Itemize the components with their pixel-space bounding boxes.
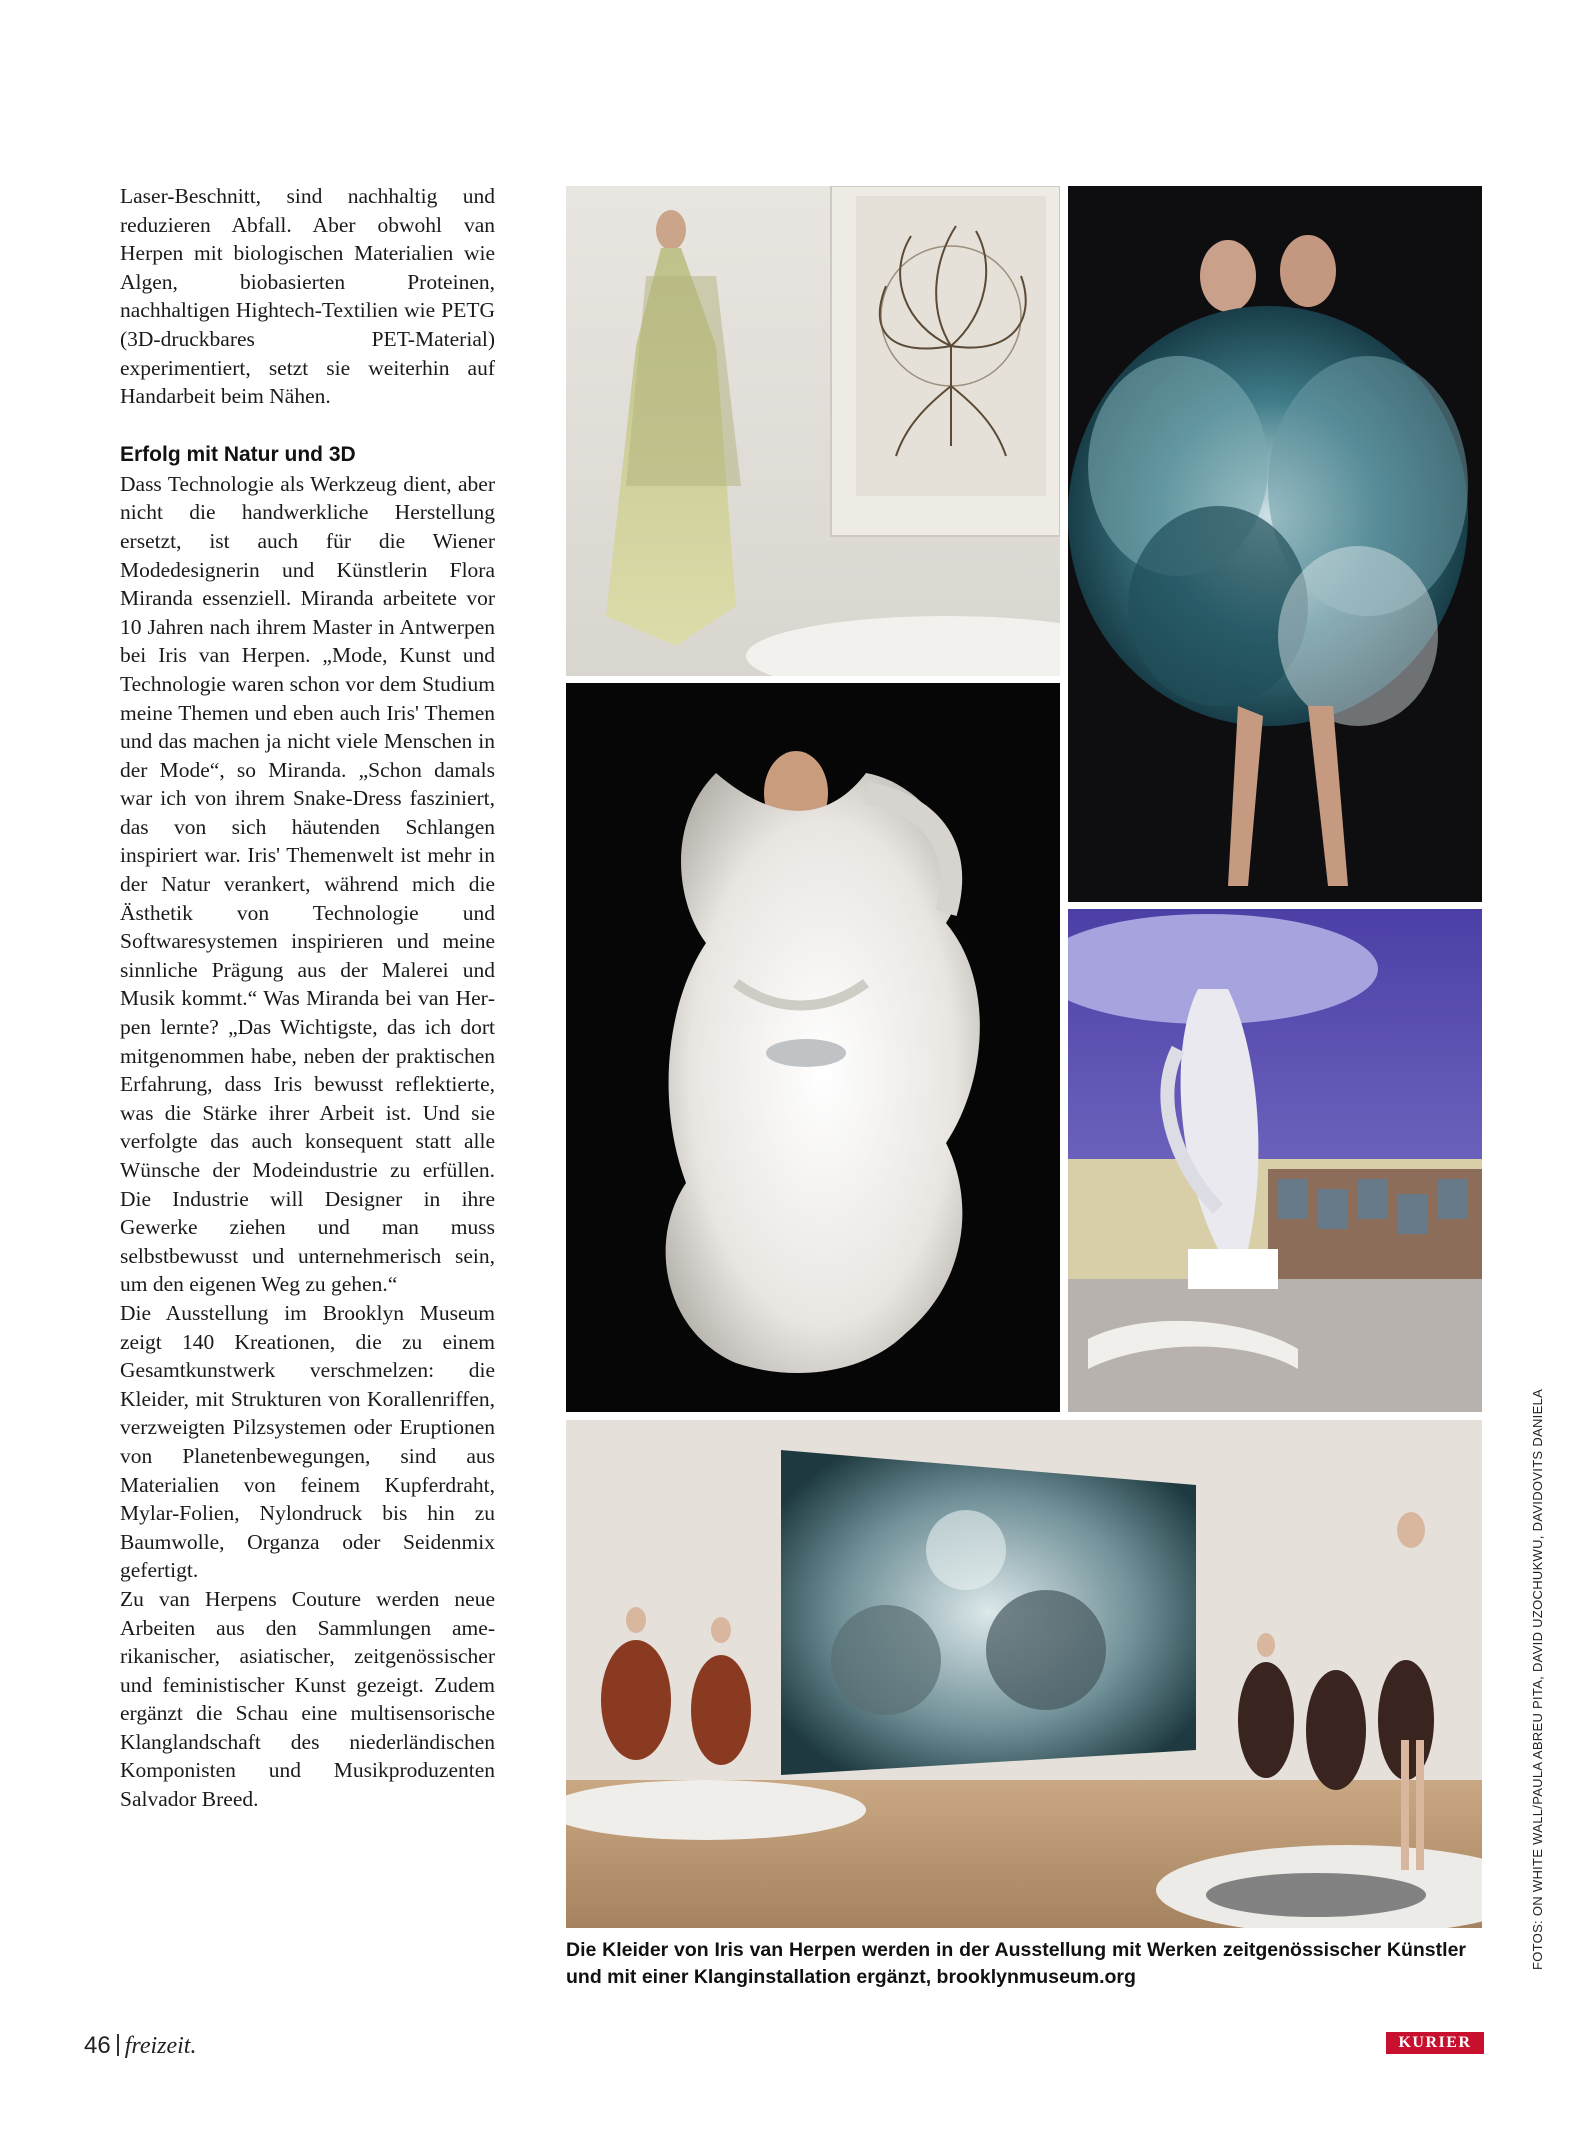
photo-teal-dresses [1068, 186, 1482, 902]
photo-gown-exhibit [566, 186, 1060, 676]
magazine-name: freizeit. [124, 2033, 197, 2059]
page-footer [84, 2032, 196, 2060]
photo-white-ruffle-dress [566, 683, 1060, 1412]
brand-logo: KURIER [1386, 2032, 1484, 2054]
page-number: 46 [84, 2032, 111, 2059]
footer-divider [117, 2034, 119, 2056]
body-paragraph-1: Dass Technologie als Werkzeug dient, aber nicht die handwerkliche Herstellung ersetzt, ist auch für die Wiener Modedesignerin und Künstlerin Flora Miranda essenziell. Miranda arbeitete vor 10 Jahren nach ihrem Master in Antwerpen bei Iris van Herpen. „Mode, Kunst und Technologie waren schon vor dem Studium meine Themen und eben auch Iris' Themen und das machen ja nicht viele Menschen in der Mode“, so Miranda. „Schon damals war ich von ihrem Snake-Dress fasziniert, das von sich häutenden Schlangen inspiriert war. Iris' Themenwelt ist mehr in der Natur verankert, während mich die Ästhetik von Technologie und Softwaresystemen inspirieren und meine sinnliche Prägung aus der Malerei und Musik kommt.“ Was Miranda bei van Herpen lernte? „Das Wichtigste, das ich dort mitgenommen habe, neben der praktischen Erfahrung, dass Iris bewusst reflektierte, was die Stärke ihrer Arbeit ist. Und sie verfolgte das auch konsequent statt alle Wünsche der Modeindustrie zu erfüllen. Die Industrie will Designer in ihre Gewerke ziehen und man muss selbstbewusst und unternehmerisch sein, um den eigenen Weg zu gehen.“ [120, 471, 495, 1297]
photo-gallery-projection [566, 1420, 1482, 1928]
photo-exhibition-hall [1068, 909, 1482, 1412]
body-paragraph-2: Die Ausstellung im Brooklyn Museum zeigt 140 Kreationen, die zu einem Gesamtkunstwerk verschmelzen: die Kleider, mit Strukturen von Korallenriffen, verzweigten Pilzsystemen oder Eruptionen von Planetenbewegungen, sind aus Materialien von feinem Kupferdraht, Mylar-Folien, Nylondruck bis hin zu Baumwolle, Organza oder Seidenmix gefertigt. [120, 1300, 495, 1583]
article-text-column [120, 182, 495, 1814]
photo-caption: Die Kleider von Iris van Herpen werden in der Ausstellung mit Werken zeitgenössischer Künstler und mit einer Klanginstallation ergänzt, brooklynmuseum.org [566, 1939, 1466, 1988]
photo-credit: FOTOS: ON WHITE WALL/PAULA ABREU PITA, DAVID UZOCHUKWU, DAVIDOVITS DANIELA [1530, 1388, 1545, 1970]
intro-paragraph: Laser-Beschnitt, sind nachhaltig und reduzieren Abfall. Aber obwohl van Herpen mit biologischen Materialien wie Algen, biobasierten Proteinen, nachhaltigen Hightech-Textilien wie PETG (3D-druckbares PET-Material) experimentiert, setzt sie weiterhin auf Handarbeit beim Nähen. [120, 184, 495, 409]
body-paragraph-3: Zu van Herpens Couture werden neue Arbeiten aus den Sammlungen amerikanischer, asiatischer, zeitgenössischer und feministischer Kunst gezeigt. Zudem ergänzt die Schau eine multisensorische Klanglandschaft des niederländischen Komponisten und Musikproduzenten Salvador Breed. [120, 1586, 495, 1812]
article-subheading: Erfolg mit Natur und 3D [120, 442, 356, 466]
